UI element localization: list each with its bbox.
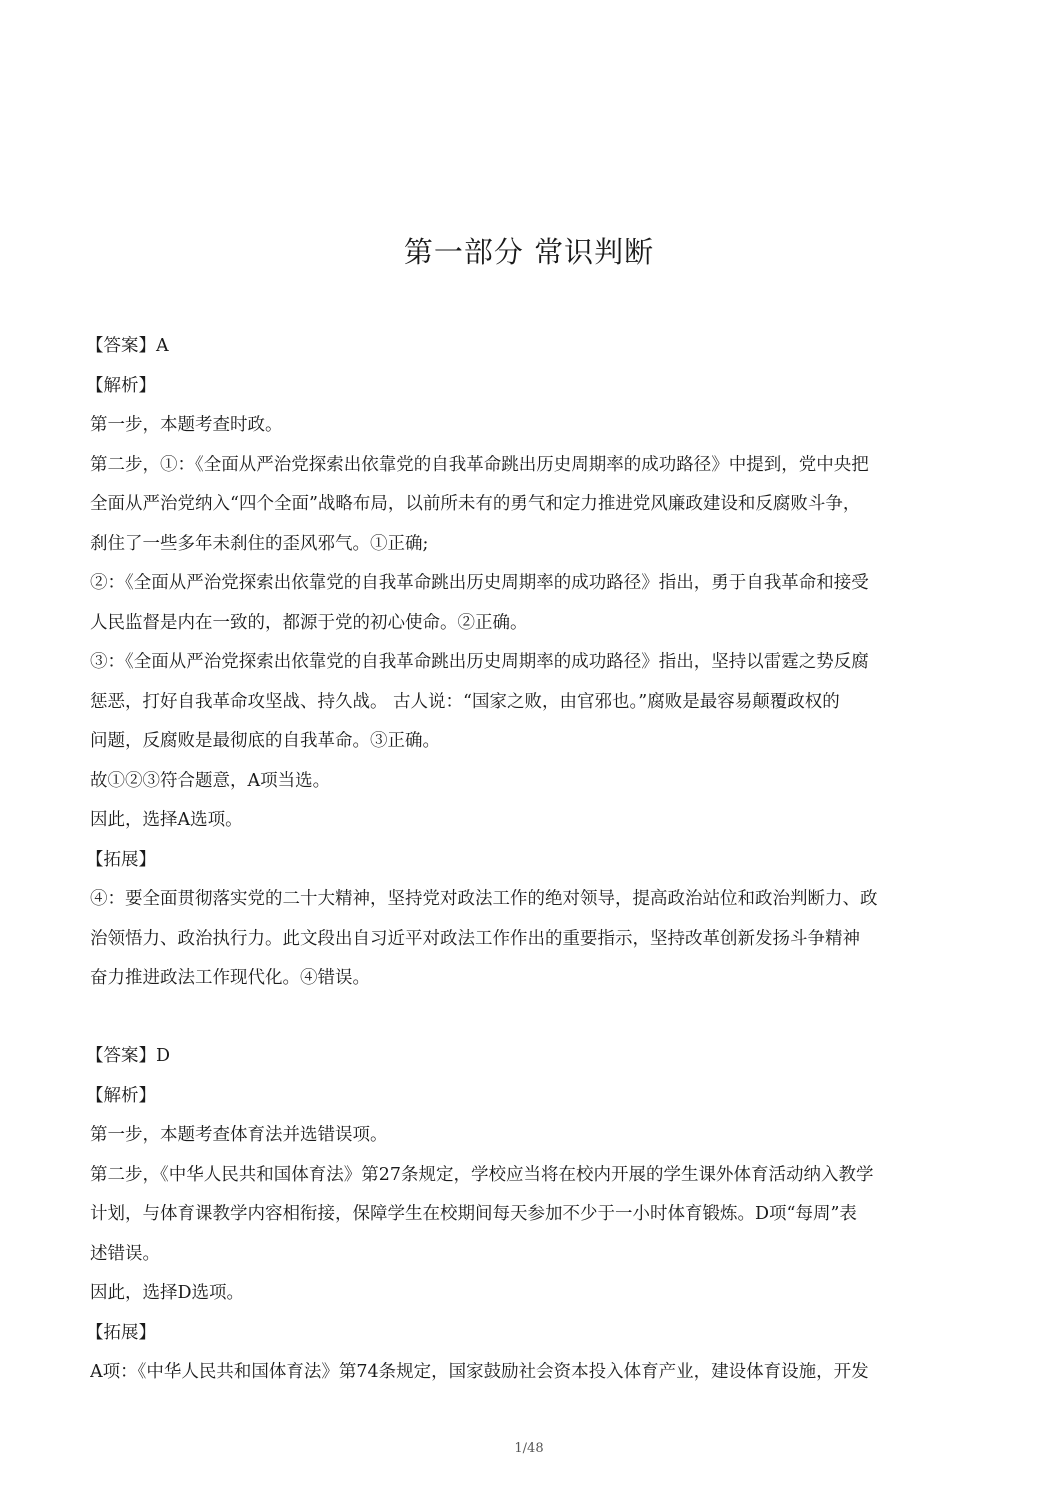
text-line: 问题，反腐败是最彻底的自我革命。③正确。: [90, 731, 440, 751]
text-line: ②：《全面从严治党探索出依靠党的自我革命跳出历史周期率的成功路径》指出，勇于自我革命和接受: [90, 573, 869, 593]
page-number: 1/48: [514, 1441, 544, 1456]
answer-explanation-section-1: [86, 327, 970, 999]
text-line: ④：要全面贯彻落实党的二十大精神，坚持党对政法工作的绝对领导，提高政治站位和政治判断力、政: [90, 889, 878, 909]
text-line: 故①②③符合题意，A项当选。: [90, 770, 331, 791]
text-line: 全面从严治党纳入“四个全面”战略布局，以前所未有的勇气和定力推进党风廉政建设和反腐败斗争，: [90, 494, 861, 514]
text-line: 治领悟力、政治执行力。此文段出自习近平对政法工作作出的重要指示，坚持改革创新发扬斗争精神: [90, 928, 860, 949]
extension-label: 【拓展】: [86, 1322, 156, 1343]
text-line: A项：《中华人民共和国体育法》第74条规定，国家鼓励社会资本投入体育产业，建设体育设施，开发: [90, 1362, 869, 1382]
text-line: 述错误。: [90, 1243, 160, 1264]
analysis-label: 【解析】: [86, 375, 156, 396]
page-title: 第一部分 常识判断: [403, 235, 655, 269]
text-line: 人民监督是内在一致的，都源于党的初心使命。②正确。: [90, 612, 528, 633]
extension-label: 【拓展】: [86, 849, 156, 870]
text-line: 第二步，①：《全面从严治党探索出依靠党的自我革命跳出历史周期率的成功路径》中提到，党中央把: [90, 454, 869, 475]
answer-label: 【答案】D: [86, 1046, 171, 1066]
text-line: 惩恶，打好自我革命攻坚战、持久战。 古人说：“国家之败，由官邪也。”腐败是最容易颠覆政权的: [90, 691, 840, 712]
analysis-label: 【解析】: [86, 1085, 156, 1106]
text-line: 因此，选择D选项。: [90, 1283, 245, 1303]
answer-label: 【答案】A: [86, 336, 169, 356]
text-line: 因此，选择A选项。: [90, 810, 243, 830]
text-line: 第一步，本题考查时政。: [90, 415, 283, 435]
text-line: 第一步，本题考查体育法并选错误项。: [90, 1125, 388, 1145]
answer-explanation-section-2: [86, 1037, 970, 1393]
text-line: 刹住了一些多年未刹住的歪风邪气。①正确;: [90, 533, 429, 554]
text-line: 计划，与体育课教学内容相衔接，保障学生在校期间每天参加不少于一小时体育锻炼。D项“每周”表: [90, 1204, 857, 1224]
text-line: 奋力推进政法工作现代化。④错误。: [90, 968, 370, 988]
text-line: ③：《全面从严治党探索出依靠党的自我革命跳出历史周期率的成功路径》指出，坚持以雷霆之势反腐: [90, 652, 869, 672]
text-line: 第二步，《中华人民共和国体育法》第27条规定，学校应当将在校内开展的学生课外体育活动纳入教学: [90, 1164, 874, 1185]
